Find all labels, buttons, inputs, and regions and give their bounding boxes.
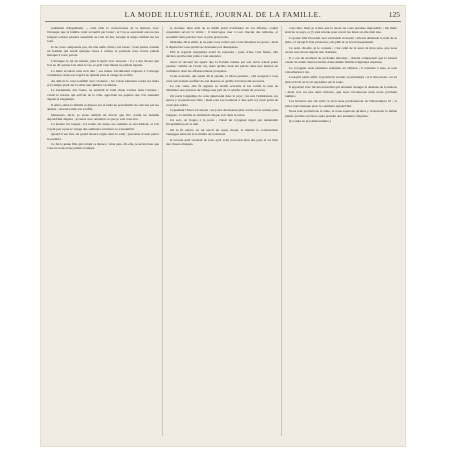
paragraph: L'étranger se tut un instant, puis il reprit avec douceur : il y a des choses que l'on ne dit qu'une fois dans la vie, et qu'il vaut mieux ne jamais répéter.: [47, 58, 159, 68]
paragraph: Un soir, on frappa à la porte ; c'était un voyageur égaré qui demandait l'hospitalité pour la nuit.: [166, 118, 278, 127]
paragraph: le docteur, bien qu'il ne se mêlât point d'ordinaire de ces affaires, voulut cependant savoir la vérité ; il interrogea tour à tour chacun des témoins, et recueillit leurs paroles avec le plus grand soin.: [166, 26, 278, 39]
paragraph: Elle le regarda longtemps avant de répondre ; puis, d'une voix ferme, elle déclara qu'elle était prête à tout entendre.: [166, 50, 278, 59]
paragraph: Lorsqu'il partit enfin, il promit de revenir au printemps ; et il tint parole, car au mois d'avril on le vit reparaître sur la route.: [285, 75, 397, 84]
paragraph: Il apportait avec lui des nouvelles qui devaient changer la destinée de la maison ; mais ceci est une autre histoire, que nous raconterons dans notre prochain numéro.: [285, 85, 397, 98]
paragraph: La mère écoutait sans rien dire ; ses mains travaillaient toujours à l'ouvrage commencé, mais son regard ne quittait plus le visage de sa fille.: [47, 68, 159, 77]
paragraph: On le fit entrer, on lui servit un repas chaud, et bientôt la conversation s'engagea entre lui et le maître de la maison.: [166, 127, 278, 137]
paragraph: Le soir venu, elle fit appeler sa vieille servante et lui confia le soin de distribuer aux pauvres du village une part de ce qu'elle venait de recevoir.: [166, 84, 278, 93]
paragraph: Ce nom, dit-elle, je le connais ; c'est celui de la sœur de mon père, que nous avons crue morte depuis tant d'années.: [285, 45, 397, 55]
newspaper-page: [41, 6, 405, 446]
text-column-1: [47, 26, 159, 438]
text-column-3: [285, 26, 397, 438]
paragraph: Messieurs, dit-il, je viens remplir un devoir que m'a confié un homme aujourd'hui disparu ; écoutez avec attention ce que je vais vous lire.: [47, 112, 159, 121]
paragraph: Le voyageur resta plusieurs semaines au château ; il s'attacha à tous, et tous s'attachèrent à lui.: [285, 65, 397, 74]
paragraph: Il y eut un moment de profonde émotion ; chacun comprenait que le hasard venait de réunir deux branches d'une même famille longtemps séparées.: [285, 55, 397, 64]
paragraph: sentiment d'inquiétude, ... telle était la conversation de la maison, avec l'étranger que la famille avait accueilli par bonté ; et l'on se souvenait encore des longues soirées passées ensemble au coin du feu, lorsque la neige tombait sur les toits.: [47, 26, 159, 44]
paragraph: Le lendemain, dès l'aube, on entendit le bruit d'une voiture dans l'avenue ; c'était le notaire qui arrivait de la ville, apportant les papiers que l'on attendait depuis si longtemps.: [47, 88, 159, 102]
paragraph: Cette nouvelle, qui aurait dû la réjouir, la laissa pensive ; elle songeait à tous ceux qui avaient souffert de son absence et qu'elle n'avait point secourus.: [166, 74, 278, 83]
paragraph: Quand il eut fini, un grand silence régna dans la salle ; personne n'osait parler le premier.: [47, 132, 159, 141]
paragraph: vous dire, mais je crains que la chose ne vous paraisse impossible ; ma mère était de ce pays, et j'y suis revenu pour revoir les lieux où elle était née.: [285, 26, 397, 35]
paragraph: On parla longtemps de cette générosité dans le pays ; les uns l'admiraient, les autres y voyaient une folie ; mais tous s'accordaient à dire qu'il n'y avait point de cœur plus noble.: [166, 93, 278, 107]
paragraph: La lecture fut longue ; les noms, les dates, les sommes se succédaient, et l'on voyait peu à peu le visage des auditeurs s'éclairer ou s'assombrir.: [47, 122, 159, 131]
paragraph: Madame, dit-il enfin, je ne puis vous cacher que votre situation est grave ; mais il dépend de vous qu'elle ne devienne pas désespérée.: [166, 40, 278, 49]
paragraph: Il raconta qu'il revenait de loin, qu'il avait parcouru bien des pays et vu bien des choses étranges.: [166, 137, 278, 147]
paragraph: Au dehors le vent soufflait avec violence ; les volets battaient contre les murs et la lampe jetait sur la table une lumière vacillante.: [47, 78, 159, 87]
paragraph: Je ne vous comprends pas, dit-elle enfin d'une voix basse ; vous parlez comme un homme qui aurait quelque chose à cacher, et pourtant vous n'avez jamais manqué à votre parole.: [47, 44, 159, 58]
paragraph: (La suite au prochain numéro.): [289, 119, 331, 124]
paragraph: Les lectrices qui ont suivi ce récit nous pardonneront de l'interrompre ici ; la place nous manque pour le continuer aujourd'hui.: [285, 99, 397, 108]
paragraph: Il entra, salua la famille et déposa sur la table un portefeuille de cuir usé par les années ; chacun retint son souffle.: [47, 102, 159, 111]
text-column-2: [166, 26, 278, 438]
journal-title: LA MODE ILLUSTRÉE, JOURNAL DE LA FAMILLE.: [124, 10, 322, 19]
paragraph: Nous leur promettons la suite, et nous espérons qu'elles y trouveront le même plaisir qu'elles ont bien voulu prendre aux premiers chapitres.: [285, 109, 397, 118]
paragraph: La jeune fille l'écoutait avec un intérêt croissant ; elle lui demanda le nom de sa mère, et lorsqu'il l'eut prononcé, elle pâlit et se leva brusquement.: [285, 35, 397, 45]
paragraph: Ce fut la jeune fille qui rompit ce silence : mon père, dit-elle, je savais bien que vous ne nous aviez jamais trompés.: [47, 142, 159, 151]
paragraph: Cependant l'hiver s'avançait ; les jours devenaient plus courts et les soirées plus longues ; la famille se réunissait chaque soir dans le salon.: [166, 108, 278, 117]
header-rule: [45, 21, 401, 22]
text-columns: [47, 26, 399, 438]
page-number: 125: [388, 10, 400, 19]
paragraph: Alors le docteur lui apprit que la fortune laissée par son oncle n'était point perdue, comme on l'avait cru, mais qu'elle avait été placée dans une maison de commerce dont les affaires étaient prospères.: [166, 59, 278, 73]
